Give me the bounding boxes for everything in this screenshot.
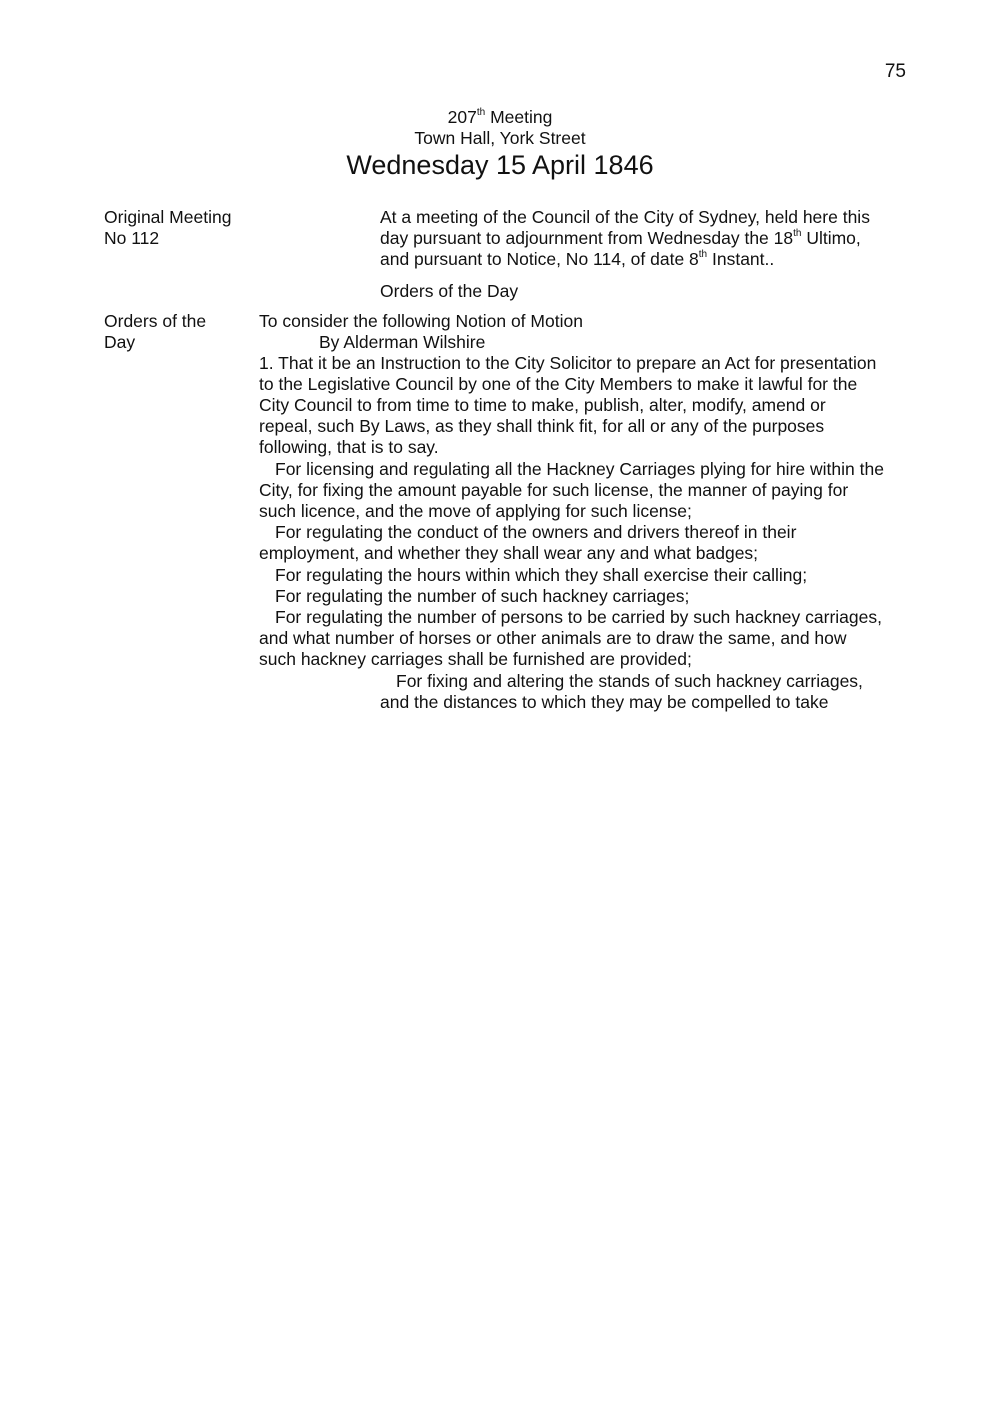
intro-line-2-text: day pursuant to adjournment from Wednesday the 18 (380, 228, 794, 248)
body-line: For regulating the conduct of the owners and drivers thereof in their (275, 522, 797, 542)
body-line: following, that is to say. (259, 437, 439, 457)
intro-line-3-sup: th (698, 249, 708, 261)
margin-original-meeting-line2: No 112 (104, 228, 160, 248)
body-line: and the distances to which they may be compelled to take (380, 692, 829, 712)
body-line: to the Legislative Council by one of the City Members to make it lawful for the (259, 374, 858, 394)
intro-line-1: At a meeting of the Council of the City of Sydney, held here this (380, 207, 870, 227)
body-line: and what number of horses or other animals are to draw the same, and how (259, 628, 847, 648)
intro-line-2-tail: Ultimo, (801, 228, 861, 248)
body-line: 1. That it be an Instruction to the City Solicitor to prepare an Act for presentation (259, 353, 877, 373)
margin-orders-line2: Day (104, 332, 136, 352)
meeting-word: Meeting (490, 107, 553, 127)
intro-line-3-text: and pursuant to Notice, No 114, of date 8 (380, 249, 699, 269)
body-line: By Alderman Wilshire (319, 332, 486, 352)
orders-of-the-day-heading: Orders of the Day (380, 281, 519, 301)
body-line: employment, and whether they shall wear any and what badges; (259, 543, 759, 563)
meeting-ordinal-suffix: th (476, 107, 486, 119)
page-number: 75 (884, 61, 906, 82)
body-line: For regulating the number of such hackney carriages; (275, 586, 690, 606)
intro-line-2 (380, 228, 861, 249)
body-line: To consider the following Notion of Motion (259, 311, 583, 331)
meeting-number (0, 107, 1000, 128)
intro-line-3 (380, 249, 774, 270)
body-line: For regulating the hours within which they shall exercise their calling; (275, 565, 808, 585)
meeting-venue: Town Hall, York Street (414, 128, 586, 148)
body-line: repeal, such By Laws, as they shall think fit, for all or any of the purposes (259, 416, 825, 436)
intro-line-3-tail: Instant.. (707, 249, 775, 269)
body-line: City Council to from time to time to make, publish, alter, modify, amend or (259, 395, 826, 415)
intro-line-2-sup: th (793, 228, 802, 240)
margin-original-meeting-line1: Original Meeting (104, 207, 232, 227)
body-line: For regulating the number of persons to be carried by such hackney carriages, (275, 607, 882, 627)
body-line: such licence, and the move of applying for such license; (259, 501, 692, 521)
margin-orders-line1: Orders of the (104, 311, 207, 331)
meeting-ordinal-number: 207 (447, 107, 477, 127)
body-line: For fixing and altering the stands of such hackney carriages, (396, 671, 863, 691)
body-line: such hackney carriages shall be furnished are provided; (259, 649, 692, 669)
meeting-date: Wednesday 15 April 1846 (346, 150, 654, 180)
body-line: City, for fixing the amount payable for such license, the manner of paying for (259, 480, 849, 500)
body-line: For licensing and regulating all the Hackney Carriages plying for hire within the (275, 459, 884, 479)
